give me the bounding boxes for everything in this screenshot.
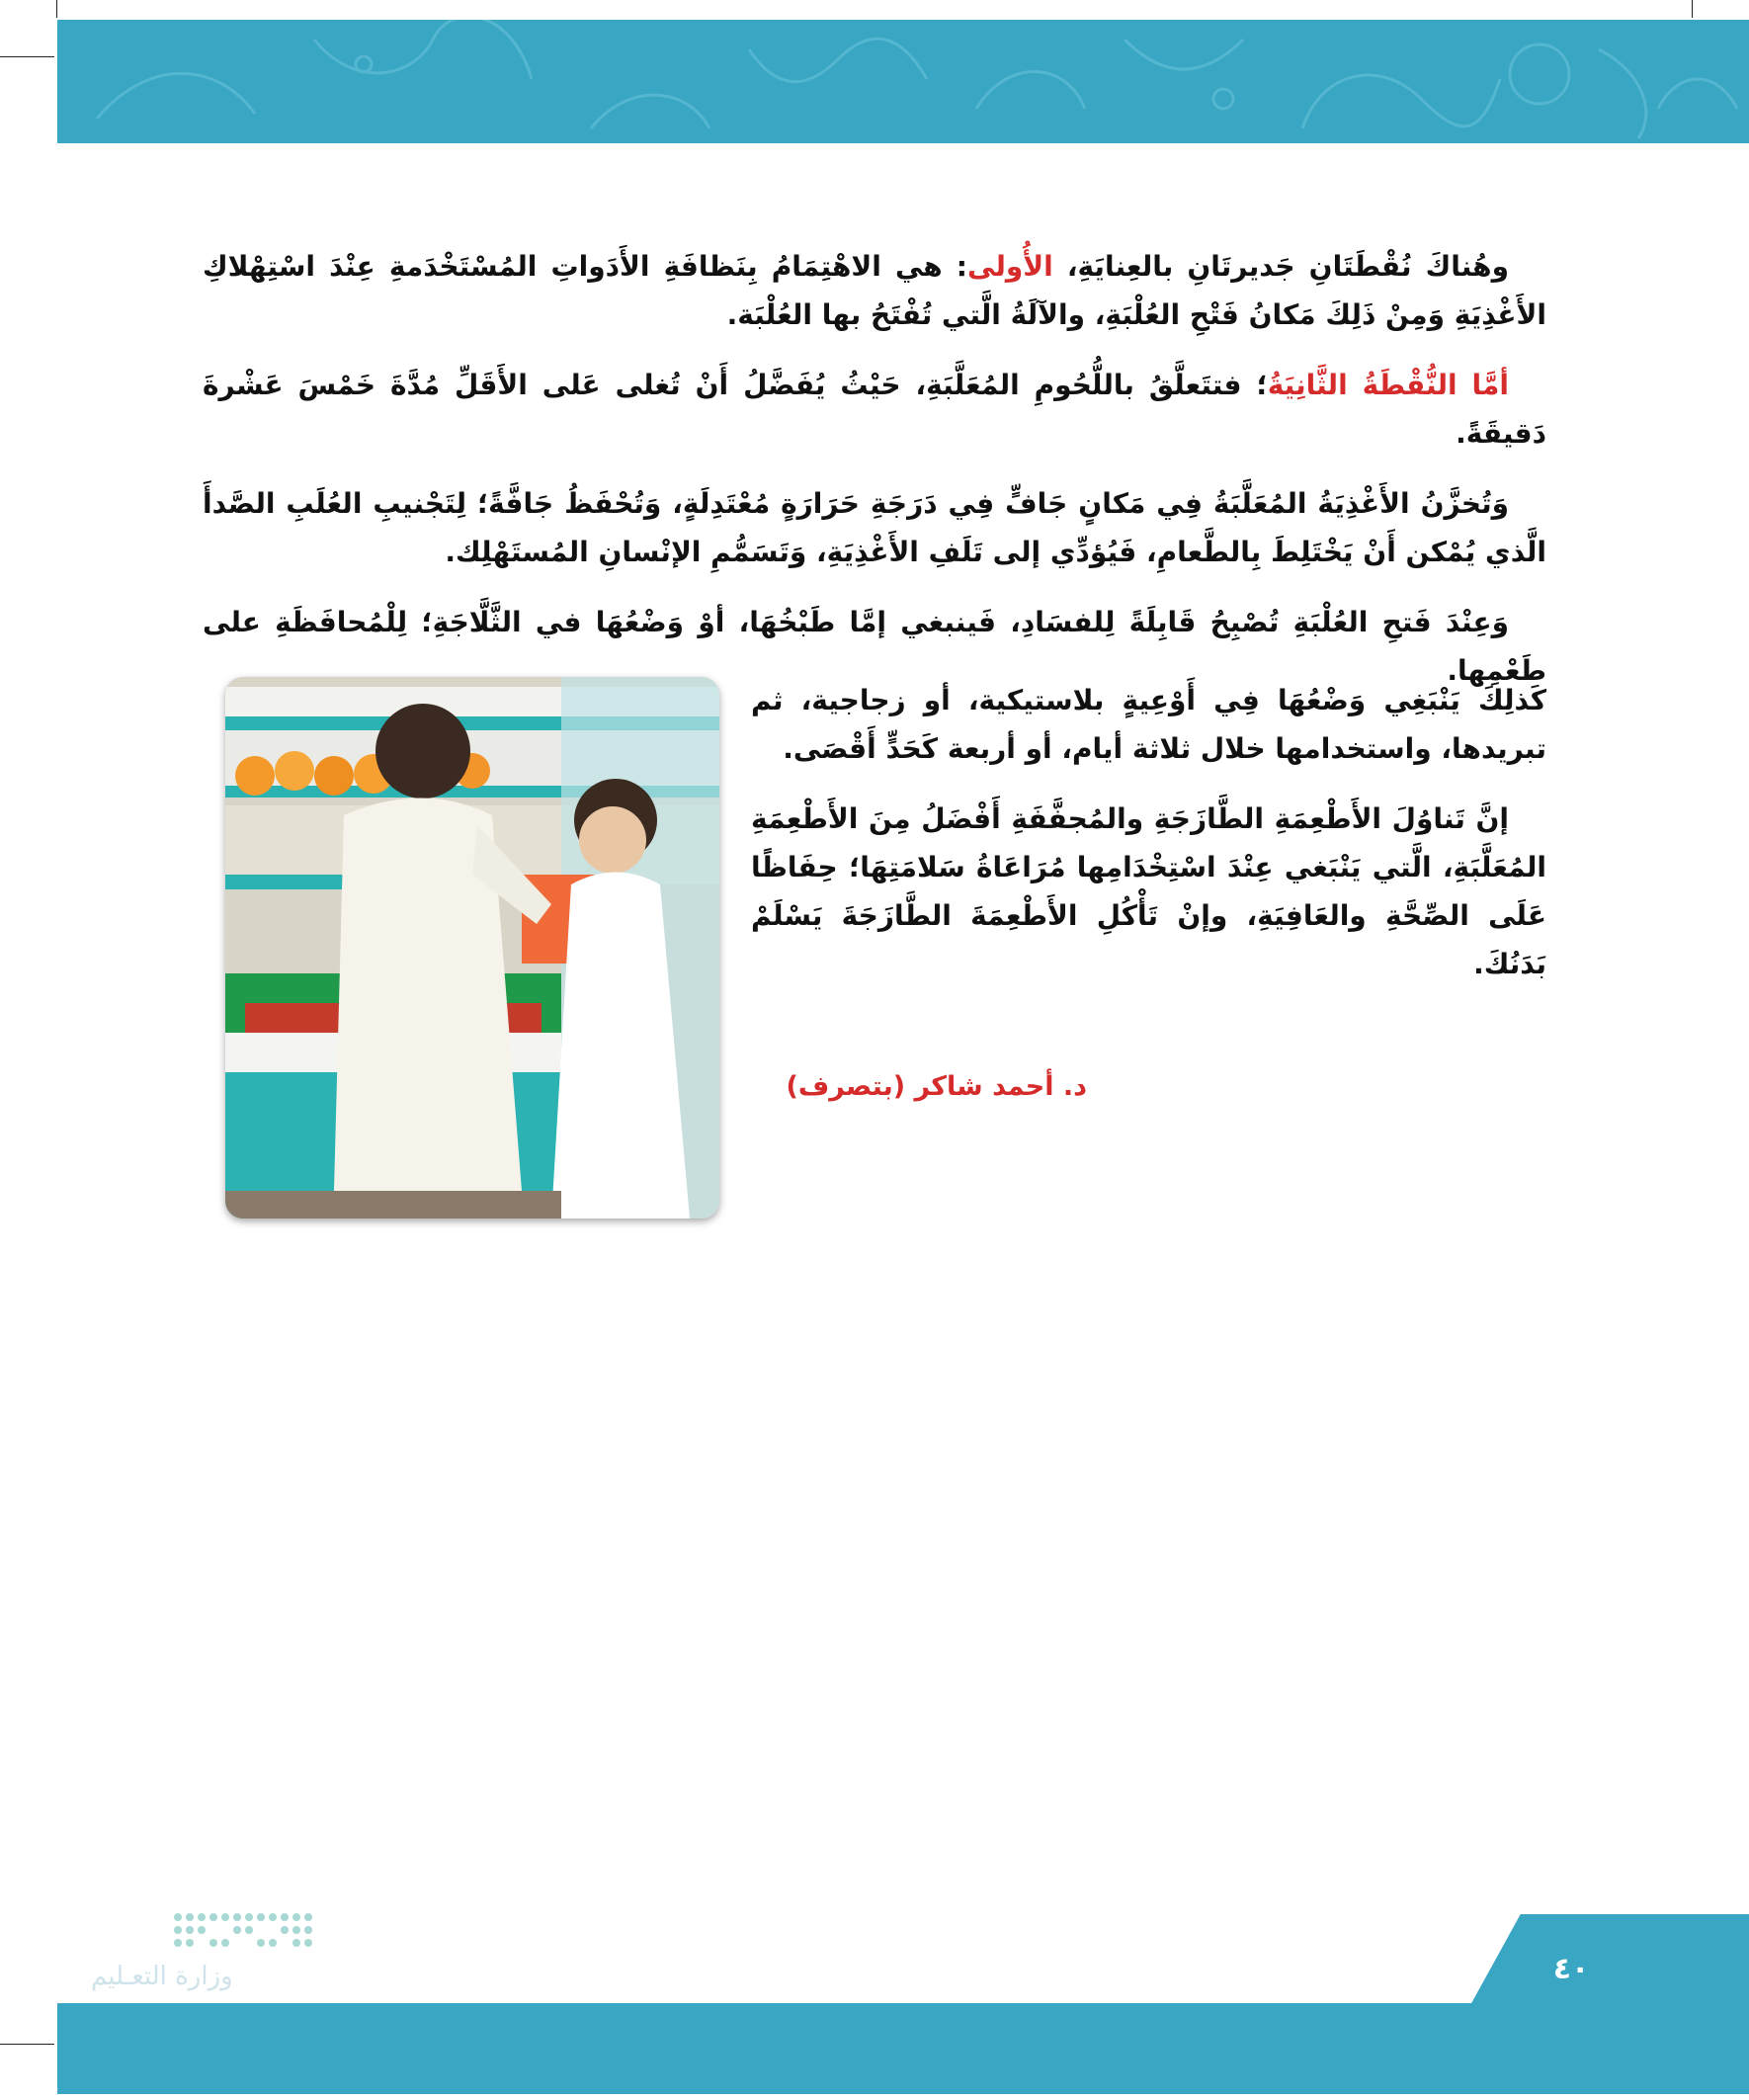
paragraph-text: وهُناكَ نُقْطَتَانِ جَديرتَانِ بالعِنايَةِ،: [1052, 250, 1509, 283]
header-band: [57, 20, 1749, 143]
paragraph-2: [203, 361, 1546, 458]
author-credit: د. أحمد شاكر (بتصرف): [786, 1071, 1087, 1102]
paragraph-text: وَعِنْدَ فَتحِ العُلْبَةِ تُصْبِحُ قَابِلَةً لِلفسَادِ، فَينبغي إمَّا طَبْخُهَا، أوْ وَضْعُهَا في الثَّلَّاجَةِ؛ لِلْمُحافَظَةِ على طَعْمِها.: [203, 606, 1546, 687]
ministry-logo-text: وزارة التعـليم: [91, 1962, 233, 1991]
side-paragraph-1: كَذلِكَ يَنْبَغِي وَضْعُهَا فِي أَوْعِيةٍ بلاستيكية، أو زجاجية، ثم تبريدها، واستخدامها خلال ثلاثة أيام، أو أربعة كَحَدٍّ أَقْصَى.: [751, 684, 1546, 765]
paragraph-text: : هي الاهْتِمَامُ بِنَظافَةِ الأَدَواتِ المُسْتَخْدَمةِ عِنْدَ اسْتِهْلاكِ الأَغْذِيَةِ وَمِنْ ذَلِكَ مَكانُ فَتْحِ العُلْبَةِ، والآلَةُ الَّتي تُفْتَحُ بها العُلْبَة.: [203, 250, 1546, 331]
header-pattern: [57, 20, 1749, 143]
crop-mark: [0, 2044, 54, 2045]
paragraph-3: [203, 479, 1546, 576]
paragraph-text: ؛ فتتَعلَّقُ باللُّحُومِ المُعَلَّبَةِ، حَيْثُ يُفَضَّلُ أَنْ تُغلى عَلى الأَقَلِّ مُدَّةَ خَمْسَ عَشْرةَ دَقيقَةً.: [203, 369, 1546, 450]
highlight-second-point: أمَّا النُّقْطَةُ الثَّانِيَةُ: [1267, 369, 1509, 401]
highlight-first-point: الأُولى: [967, 250, 1053, 283]
side-text: [751, 676, 1546, 1010]
paragraph-text: وَتُخزَّنُ الأَغْذِيَةُ المُعَلَّبَةُ فِي مَكانٍ جَافٍّ فِي دَرَجَةِ حَرَارَةٍ مُعْتَدِلَةٍ، وَتُحْفَظُ جَافَّةً؛ لِتَجْنيبِ العُلَبِ الصَّدأَ الَّذي يُمْكن أَنْ يَخْتَلِطَ بِالطَّعامِ، فَيُؤدِّي إلى تَلَفِ الأَغْذِيَةِ، وَتَسَمُّمِ الإنْسانِ المُستَهْلِك.: [203, 487, 1546, 568]
side-paragraph-2: إنَّ تَناوُلَ الأَطْعِمَةِ الطَّازَجَةِ والمُجفَّفَةِ أَفْضَلُ مِنَ الأَطْعِمَةِ المُعَلَّبَةِ، الَّتي يَنْبَغي عِنْدَ اسْتِخْدَامِها مُرَاعَاةُ سَلامَتِهَا؛ حِفَاظًا عَلَى الصِّحَّةِ والعَافِيَةِ، وإنْ تَأْكُلِ الأَطْعِمَةَ الطَّازَجَةَ يَسْلَمْ بَدَنُكَ.: [751, 802, 1546, 980]
crop-mark: [56, 0, 57, 18]
photo-boys-market: [225, 677, 719, 1218]
article-body: [203, 242, 1546, 716]
photo-two-boys-icon: [225, 677, 719, 1218]
footer-page-tab: [1470, 1914, 1749, 2005]
paragraph-1: [203, 242, 1546, 339]
crop-mark: [1692, 0, 1693, 18]
page-number: ٤٠: [1552, 1952, 1590, 1986]
crop-mark: [0, 56, 54, 57]
